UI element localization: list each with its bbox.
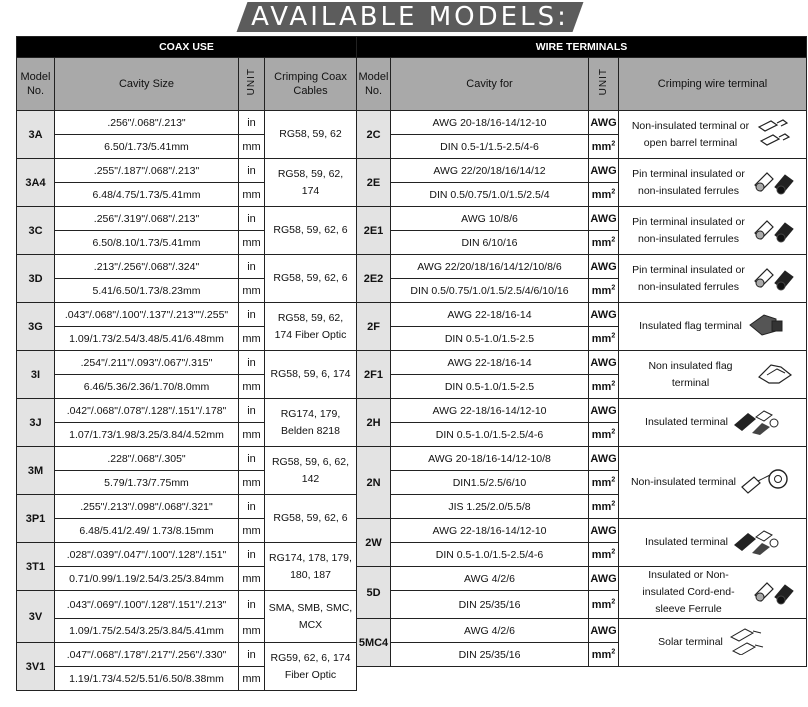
wire-model-6: 2H: [357, 399, 391, 447]
wire-cavity-header: Cavity for: [391, 58, 589, 111]
coax-model-7: 3M: [17, 447, 55, 495]
wire-cavity-din: DIN 0.5-1.0/1.5-2.5: [391, 375, 589, 399]
coax-cavity-mm: 5.79/1.73/7.75mm: [55, 471, 239, 495]
solar-terminal-icon: [727, 625, 767, 661]
wire-cavity-din: DIN 0.5-1.0/1.5-2.5/4-6: [391, 543, 589, 567]
coax-unit-in: in: [239, 351, 265, 375]
flag-terminal-icon: [746, 309, 786, 345]
wire-crimp: [619, 619, 807, 667]
wire-unit-awg: AWG: [589, 399, 619, 423]
coax-model-1: 3A4: [17, 159, 55, 207]
unit-mm-squared: 2: [611, 283, 616, 291]
coax-unit-in: in: [239, 255, 265, 279]
coax-model-3: 3D: [17, 255, 55, 303]
coax-model-2: 3C: [17, 207, 55, 255]
coax-model-4: 3G: [17, 303, 55, 351]
wire-model-5: 2F1: [357, 351, 391, 399]
unit-mm-squared: 2: [611, 475, 616, 483]
unit-mm-label: mm: [591, 284, 612, 297]
coax-cables: RG58, 59, 62: [265, 111, 357, 159]
coax-model-6: 3J: [17, 399, 55, 447]
coax-unit-in: in: [239, 111, 265, 135]
coax-cavity-in: .255"/.213"/.098"/.068"/.321": [55, 495, 239, 519]
unit-mm-squared: 2: [611, 235, 616, 243]
wire-cavity-din: DIN 0.5-1.0/1.5-2.5: [391, 327, 589, 351]
wire-crimp-label: Pin terminal insulated or non-insulated ferrules: [632, 167, 745, 197]
unit-mm-label: mm: [591, 548, 612, 561]
wire-cavity-awg: AWG 4/2/6: [391, 567, 589, 591]
coax-cables: RG58, 59, 62, 6: [265, 207, 357, 255]
wire-cavity-awg: AWG 22-18/16-14: [391, 303, 589, 327]
table-row: [17, 111, 807, 135]
wire-model-3: 2E2: [357, 255, 391, 303]
unit-mm-squared: 2: [611, 331, 616, 339]
wire-unit-mm: [589, 543, 619, 567]
coax-cavity-mm: 1.19/1.73/4.52/5.51/6.50/8.38mm: [55, 667, 239, 691]
coax-cables: RG174, 178, 179, 180, 187: [265, 543, 357, 591]
wire-crimp-label: Pin terminal insulated or non-insulated ferrules: [632, 263, 745, 293]
wire-crimp: [619, 351, 807, 399]
coax-unit-in: in: [239, 399, 265, 423]
wire-unit-awg: AWG: [589, 619, 619, 643]
wire-cavity-awg: AWG 22-18/16-14/12-10: [391, 519, 589, 543]
table-row: [17, 447, 807, 471]
wire-crimp: [619, 255, 807, 303]
unit-mm-label: mm: [591, 332, 612, 345]
coax-unit-in: in: [239, 495, 265, 519]
wire-unit-awg: AWG: [589, 111, 619, 135]
flag-terminal-outline-icon: [755, 357, 795, 393]
coax-unit-header: [239, 58, 265, 111]
open-barrel-terminal-icon: [755, 117, 795, 153]
wire-unit-awg: AWG: [589, 351, 619, 375]
wire-crimp-label: Insulated or Non-insulated Cord-end-sleeve Ferrule: [642, 569, 735, 615]
table-row: [17, 303, 807, 327]
wire-cavity-din: DIN 0.5-1.0/1.5-2.5/4-6: [391, 423, 589, 447]
wire-unit-header-label: UNIT: [597, 68, 609, 96]
wire-unit-mm: [589, 471, 619, 495]
wire-crimp: [619, 159, 807, 207]
unit-mm-squared: 2: [611, 499, 616, 507]
coax-cavity-mm: 1.07/1.73/1.98/3.25/3.84/4.52mm: [55, 423, 239, 447]
coax-unit-mm: mm: [239, 375, 265, 399]
wire-unit-mm: [589, 643, 619, 667]
wire-crimp-label: Pin terminal insulated or non-insulated ferrules: [632, 215, 745, 245]
coax-cavity-in: .256"/.319"/.068"/.213": [55, 207, 239, 231]
wire-crimp-label: Solar terminal: [658, 636, 723, 648]
coax-cavity-in: .028"/.039"/.047"/.100"/.128"/.151": [55, 543, 239, 567]
coax-cables: RG58, 59, 62, 6: [265, 495, 357, 543]
table-row: [17, 519, 807, 543]
wire-model-header: Model No.: [357, 58, 391, 111]
coax-unit-mm: mm: [239, 327, 265, 351]
insulated-terminal-icon: [732, 525, 780, 561]
wire-crimp-label: Non insulated flag terminal: [648, 359, 733, 389]
wire-model-2: 2E1: [357, 207, 391, 255]
coax-unit-in: in: [239, 591, 265, 619]
coax-unit-header-label: UNIT: [245, 68, 257, 96]
unit-mm-label: mm: [591, 500, 612, 513]
models-table-container: [16, 36, 807, 691]
coax-cavity-mm: 6.48/5.41/2.49/ 1.73/8.15mm: [55, 519, 239, 543]
coax-cables: RG58, 59, 62, 174 Fiber Optic: [265, 303, 357, 351]
wire-unit-mm: [589, 495, 619, 519]
wire-cavity-awg: AWG 22/20/18/16/14/12: [391, 159, 589, 183]
coax-model-9: 3T1: [17, 543, 55, 591]
coax-unit-in: in: [239, 159, 265, 183]
wire-model-10: 5MC4: [357, 619, 391, 667]
coax-cavity-in: .043"/.069"/.100"/.128"/.151"/.213": [55, 591, 239, 619]
coax-cables: RG59, 62, 6, 174 Fiber Optic: [265, 643, 357, 691]
table-row: [17, 399, 807, 423]
wire-unit-awg: AWG: [589, 207, 619, 231]
coax-cables: RG58, 59, 62, 6: [265, 255, 357, 303]
wire-unit-mm: [589, 591, 619, 619]
coax-model-0: 3A: [17, 111, 55, 159]
coax-cavity-in: .254"/.211"/.093"/.067"/.315": [55, 351, 239, 375]
coax-unit-mm: mm: [239, 619, 265, 643]
wire-cavity-din: DIN 25/35/16: [391, 643, 589, 667]
ring-terminal-icon: [740, 465, 794, 501]
insulated-terminal-icon: [732, 405, 780, 441]
unit-mm-label: mm: [591, 380, 612, 393]
coax-unit-mm: mm: [239, 231, 265, 255]
wire-cavity-din: DIN 25/35/16: [391, 591, 589, 619]
unit-mm-squared: 2: [611, 427, 616, 435]
unit-mm-label: mm: [591, 188, 612, 201]
wire-unit-mm: [589, 423, 619, 447]
coax-cavity-in: .228"/.068"/.305": [55, 447, 239, 471]
coax-unit-mm: mm: [239, 135, 265, 159]
coax-unit-in: in: [239, 207, 265, 231]
wire-crimp: [619, 447, 807, 519]
wire-crimp: [619, 399, 807, 447]
unit-mm-squared: 2: [611, 647, 616, 655]
coax-cavity-mm: 0.71/0.99/1.19/2.54/3.25/3.84mm: [55, 567, 239, 591]
table-row: [17, 207, 807, 231]
wire-cavity-awg: AWG 4/2/6: [391, 619, 589, 643]
coax-model-8: 3P1: [17, 495, 55, 543]
coax-model-header: Model No.: [17, 58, 55, 111]
coax-unit-mm: mm: [239, 667, 265, 691]
wire-unit-mm: [589, 375, 619, 399]
unit-mm-label: mm: [591, 428, 612, 441]
table-row: [17, 351, 807, 375]
wire-crimp-label: Insulated terminal: [645, 416, 728, 428]
coax-unit-mm: mm: [239, 519, 265, 543]
unit-mm-label: mm: [591, 236, 612, 249]
wire-model-8: 2W: [357, 519, 391, 567]
coax-cavity-mm: 6.50/1.73/5.41mm: [55, 135, 239, 159]
coax-model-5: 3I: [17, 351, 55, 399]
coax-model-10: 3V: [17, 591, 55, 643]
coax-cavity-mm: 6.50/8.10/1.73/5.41mm: [55, 231, 239, 255]
coax-cables: RG174, 179, Belden 8218: [265, 399, 357, 447]
wire-cavity-din: DIN 0.5-1/1.5-2.5/4-6: [391, 135, 589, 159]
wire-model-0: 2C: [357, 111, 391, 159]
coax-cavity-mm: 6.48/4.75/1.73/5.41mm: [55, 183, 239, 207]
page-title: AVAILABLE MODELS:: [251, 2, 569, 32]
wire-crimp-label: Non-insulated terminal or open barrel terminal: [631, 119, 750, 149]
coax-unit-mm: mm: [239, 279, 265, 303]
unit-mm-label: mm: [591, 140, 612, 153]
wire-cavity-awg: AWG 22/20/18/16/14/12/10/8/6: [391, 255, 589, 279]
coax-cables: SMA, SMB, SMC, MCX: [265, 591, 357, 643]
wire-unit-mm: [589, 327, 619, 351]
wire-crimp: [619, 567, 807, 619]
ferrule-icon: [753, 575, 797, 611]
wire-unit-awg: AWG: [589, 447, 619, 471]
unit-mm-squared: 2: [611, 187, 616, 195]
coax-model-11: 3V1: [17, 643, 55, 691]
wire-cavity-awg: AWG 22-18/16-14/12-10: [391, 399, 589, 423]
ferrule-icon: [753, 165, 797, 201]
coax-cavity-mm: 6.46/5.36/2.36/1.70/8.0mm: [55, 375, 239, 399]
unit-mm-label: mm: [591, 598, 612, 611]
unit-mm-label: mm: [591, 476, 612, 489]
wire-unit-awg: AWG: [589, 567, 619, 591]
wire-crimp: [619, 303, 807, 351]
wire-model-4: 2F: [357, 303, 391, 351]
coax-cavity-mm: 5.41/6.50/1.73/8.23mm: [55, 279, 239, 303]
table-row: [17, 567, 807, 591]
wire-cavity-jis: JIS 1.25/2.0/5.5/8: [391, 495, 589, 519]
wire-model-7: 2N: [357, 447, 391, 519]
coax-cavity-in: .255"/.187"/.068"/.213": [55, 159, 239, 183]
ferrule-icon: [753, 261, 797, 297]
table-row: [17, 159, 807, 183]
table-row: [17, 255, 807, 279]
coax-cavity-header: Cavity Size: [55, 58, 239, 111]
coax-cavity-mm: 1.09/1.75/2.54/3.25/3.84/5.41mm: [55, 619, 239, 643]
table-row: [17, 667, 807, 691]
wire-crimp-header: Crimping wire terminal: [619, 58, 807, 111]
wire-unit-mm: [589, 135, 619, 159]
models-table: [16, 36, 807, 691]
wire-cavity-awg: AWG 10/8/6: [391, 207, 589, 231]
coax-unit-in: in: [239, 643, 265, 667]
coax-unit-mm: mm: [239, 567, 265, 591]
unit-mm-squared: 2: [611, 547, 616, 555]
wire-unit-mm: [589, 279, 619, 303]
ferrule-icon: [753, 213, 797, 249]
table-row: [17, 619, 807, 643]
coax-cavity-mm: 1.09/1.73/2.54/3.48/5.41/6.48mm: [55, 327, 239, 351]
coax-cables-header: Crimping Coax Cables: [265, 58, 357, 111]
wire-cavity-din: DIN1.5/2.5/6/10: [391, 471, 589, 495]
unit-mm-label: mm: [591, 648, 612, 661]
coax-cavity-in: .043"/.068"/.100"/.137"/.213""/.255": [55, 303, 239, 327]
wire-crimp: [619, 111, 807, 159]
coax-cavity-in: .047"/.068"/.178"/.217"/.256"/.330": [55, 643, 239, 667]
wire-cavity-awg: AWG 22-18/16-14: [391, 351, 589, 375]
coax-unit-mm: mm: [239, 471, 265, 495]
coax-section-title: COAX USE: [17, 37, 357, 58]
wire-section-title: WIRE TERMINALS: [357, 37, 807, 58]
wire-cavity-din: DIN 6/10/16: [391, 231, 589, 255]
wire-cavity-din: DIN 0.5/0.75/1.0/1.5/2.5/4/6/10/16: [391, 279, 589, 303]
coax-unit-in: in: [239, 447, 265, 471]
coax-cavity-in: .213"/.256"/.068"/.324": [55, 255, 239, 279]
wire-crimp: [619, 519, 807, 567]
wire-cavity-awg: AWG 20-18/16-14/12-10/8: [391, 447, 589, 471]
wire-unit-mm: [589, 231, 619, 255]
unit-mm-squared: 2: [611, 597, 616, 605]
coax-unit-mm: mm: [239, 423, 265, 447]
wire-crimp-label: Insulated terminal: [645, 536, 728, 548]
unit-mm-squared: 2: [611, 379, 616, 387]
coax-unit-in: in: [239, 303, 265, 327]
wire-model-1: 2E: [357, 159, 391, 207]
wire-unit-awg: AWG: [589, 255, 619, 279]
coax-cables: RG58, 59, 6, 62, 142: [265, 447, 357, 495]
wire-unit-awg: AWG: [589, 303, 619, 327]
coax-cables: RG58, 59, 62, 174: [265, 159, 357, 207]
wire-cavity-din: DIN 0.5/0.75/1.0/1.5/2.5/4: [391, 183, 589, 207]
coax-cables: RG58, 59, 6, 174: [265, 351, 357, 399]
wire-crimp-label: Insulated flag terminal: [639, 320, 742, 332]
coax-unit-mm: mm: [239, 183, 265, 207]
wire-cavity-awg: AWG 20-18/16-14/12-10: [391, 111, 589, 135]
wire-unit-mm: [589, 183, 619, 207]
wire-crimp-label: Non-insulated terminal: [630, 476, 737, 488]
unit-mm-squared: 2: [611, 139, 616, 147]
wire-crimp: [619, 207, 807, 255]
coax-cavity-in: .256"/.068"/.213": [55, 111, 239, 135]
wire-unit-awg: AWG: [589, 519, 619, 543]
coax-unit-in: in: [239, 543, 265, 567]
wire-unit-header: [589, 58, 619, 111]
wire-unit-awg: AWG: [589, 159, 619, 183]
coax-cavity-in: .042"/.068"/.078"/.128"/.151"/.178": [55, 399, 239, 423]
wire-model-9: 5D: [357, 567, 391, 619]
